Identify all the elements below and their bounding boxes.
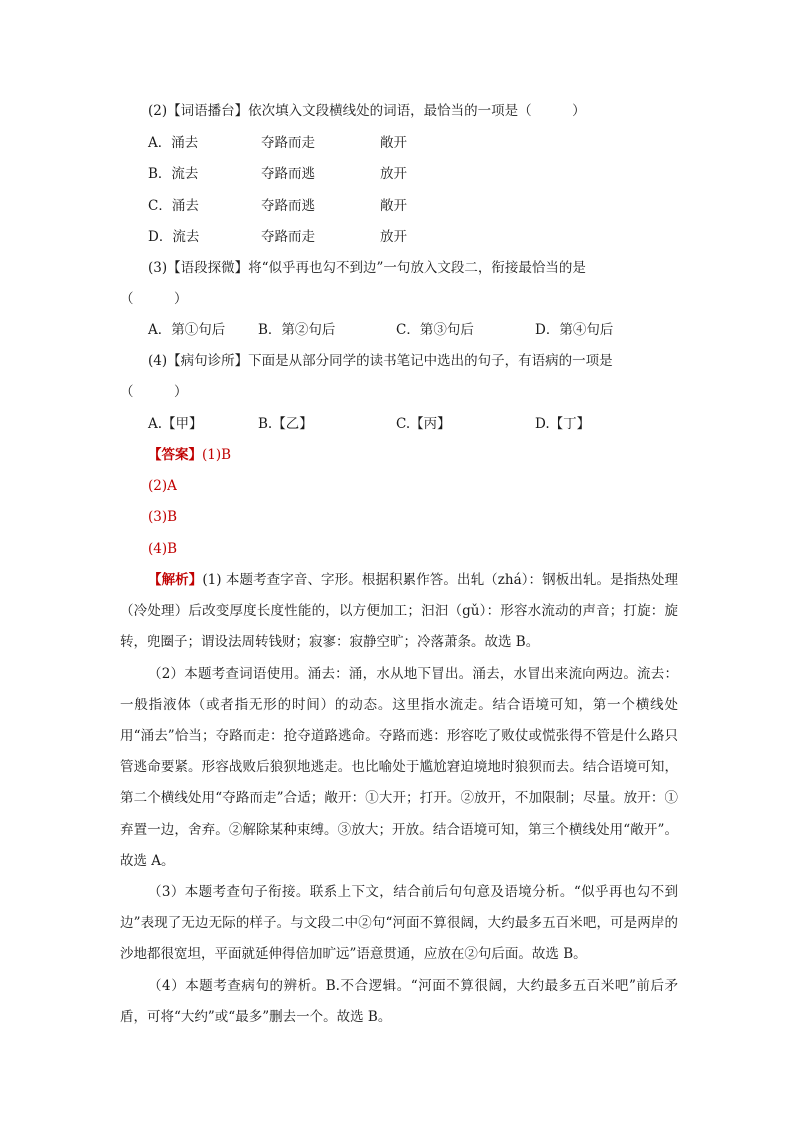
q2-option-a-word3: 敞开	[380, 135, 407, 151]
q2-option-c-word2: 夺路而逃	[261, 198, 315, 214]
q3-option-a: A．第①句后	[148, 322, 226, 338]
answer-item-2: (2)A	[148, 478, 177, 494]
q3-option-d: D．第④句后	[535, 322, 614, 338]
q2-option-d: D．流去	[148, 229, 200, 245]
analysis-label: 【解析】	[148, 572, 203, 588]
answer-item-1: (1)B	[202, 447, 232, 463]
answer-line	[148, 445, 231, 465]
q2-option-a: A．涌去	[148, 135, 199, 151]
analysis-paragraph-2: （2）本题考查词语使用。涌去：涌，水从地下冒出。涌去，水冒出来流向两边。流去：一般指液体（或者指无形的时间）的动态。这里指水流走。结合语境可知，第一个横线处用“涌去”恰当；夺路而走：抢夺道路逃命。夺路而逃：形容吃了败仗或慌张得不管是什么路只管逃命要紧。形容战败后狼狈地逃走。也比喻处于尴尬窘迫境地时狼狈而去。结合语境可知，第二个横线处用“夺路而走”合适；敞开：①大开；打开。②放开，不加限制；尽量。放开：①弃置一边，舍弃。②解除某种束缚。③放大；开放。结合语境可知，第三个横线处用“敞开”。故选 A。	[120, 665, 678, 869]
q4-option-c: C.【丙】	[396, 416, 451, 432]
answer-label: 【答案】	[148, 447, 202, 463]
q2-option-d-word2: 夺路而走	[261, 229, 315, 245]
answer-item-3: (3)B	[148, 509, 178, 525]
analysis-paragraph-3: （3）本题考查句子衔接。联系上下文，结合前后句句意及语境分析。“似乎再也勾不到边”表现了无边无际的样子。与文段二中②句“河面不算很阔，大约最多五百米吧，可是两岸的沙地都很宽坦，平面就延伸得倍加旷远”语意贯通，应放在②句后面。故选 B。	[120, 884, 678, 963]
q2-option-c: C．涌去	[148, 198, 199, 214]
q2-option-b-word3: 放开	[380, 166, 407, 182]
q3-option-b: B．第②句后	[258, 322, 336, 338]
analysis-text-1: (1) 本题考查字音、字形。根据积累作答。出轧（zhá）：钢板出轧。是指热处理（冷处理）后改变厚度长度性能的，以方便加工；汩汩（gǔ）：形容水流动的声音；打旋：旋转，兜圈子；谓设法周转钱财；寂寥：寂静空旷；冷落萧条。故选 B。	[120, 572, 678, 651]
analysis-block	[120, 565, 678, 1033]
q4-paren: （ ）	[120, 384, 188, 400]
q2-option-d-word3: 放开	[380, 229, 407, 245]
q3-paren: （ ）	[120, 291, 188, 307]
q2-stem: (2)【词语播台】依次填入文段横线处的词语，最恰当的一项是（ ）	[148, 103, 586, 119]
q3-stem: (3)【语段探微】将“似乎再也勾不到边”一句放入文段二，衔接最恰当的是	[148, 260, 586, 276]
analysis-paragraph-1	[120, 565, 678, 659]
q4-stem: (4)【病句诊所】下面是从部分同学的读书笔记中选出的句子，有语病的一项是	[148, 353, 613, 369]
analysis-paragraph-4: （4）本题考查病句的辨析。B.不合逻辑。“河面不算很阔，大约最多五百米吧”前后矛盾，可将“大约”或“最多”删去一个。故选 B。	[120, 977, 678, 1025]
q4-option-a: A.【甲】	[148, 416, 203, 432]
q2-option-b: B．流去	[148, 166, 199, 182]
q3-option-c: C．第③句后	[396, 322, 474, 338]
q2-option-b-word2: 夺路而逃	[261, 166, 315, 182]
q4-option-d: D.【丁】	[535, 416, 591, 432]
answer-item-4: (4)B	[148, 541, 178, 557]
q2-option-a-word2: 夺路而走	[261, 135, 315, 151]
q2-option-c-word3: 敞开	[380, 198, 407, 214]
q4-option-b: B.【乙】	[258, 416, 313, 432]
